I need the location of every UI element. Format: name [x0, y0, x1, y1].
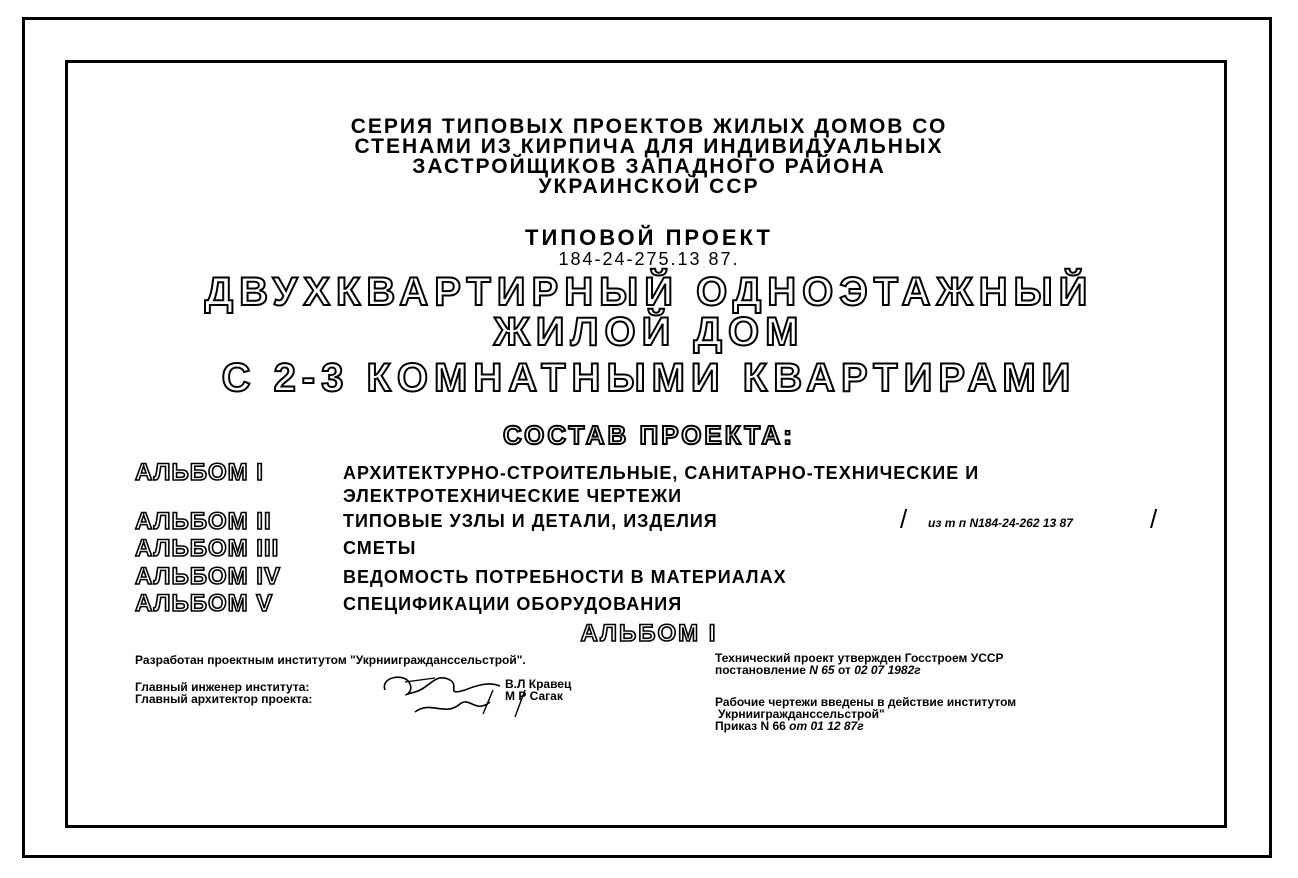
album-label: АЛЬБОМ V: [135, 590, 274, 617]
composition-heading: СОСТАВ ПРОЕКТА:: [503, 420, 795, 450]
album-description: ТИПОВЫЕ УЗЛЫ И ДЕТАЛИ, ИЗДЕЛИЯ: [343, 511, 718, 531]
album-note: из т п N184-24-262 13 87: [928, 516, 1073, 530]
approval-line: Технический проект утвержден Госстроем УССР: [715, 651, 1004, 665]
series-line: СЕРИЯ ТИПОВЫХ ПРОЕКТОВ ЖИЛЫХ ДОМОВ СО: [350, 115, 948, 138]
album-description: СПЕЦИФИКАЦИИ ОБОРУДОВАНИЯ: [343, 594, 683, 614]
series-heading: [0, 117, 1298, 197]
chief-engineer-name: В.Л Кравец: [505, 677, 572, 691]
approval-date: 02 07 1982г: [854, 663, 921, 677]
order-date: от 01 12 87г: [789, 719, 864, 733]
album-label: АЛЬБОМ II: [135, 508, 272, 535]
approval-decree-prefix: постановление: [715, 663, 806, 677]
series-line: ЗАСТРОЙЩИКОВ ЗАПАДНОГО РАЙОНА: [412, 155, 886, 178]
project-title-line2: ЖИЛОЙ ДОМ: [493, 310, 805, 354]
chief-engineer-label: Главный инженер института:: [135, 680, 310, 694]
current-album: АЛЬБОМ I: [580, 620, 718, 647]
project-title-line1: ДВУХКВАРТИРНЫЙ ОДНОЭТАЖНЫЙ: [204, 270, 1094, 314]
order-prefix: Приказ: [715, 719, 758, 733]
project-title-line3: С 2-3 КОМНАТНЫМИ КВАРТИРАМИ: [221, 356, 1077, 400]
slash-divider: /: [900, 504, 908, 534]
approval-decree: [715, 664, 921, 676]
approval-number: N 65: [809, 663, 835, 677]
series-line: УКРАИНСКОЙ ССР: [538, 175, 760, 198]
album-label: АЛЬБОМ III: [135, 535, 280, 562]
chief-architect-label: Главный архитектор проекта:: [135, 692, 313, 706]
project-type-label: ТИПОВОЙ ПРОЕКТ: [525, 225, 773, 250]
series-line: СТЕНАМИ ИЗ КИРПИЧА ДЛЯ ИНДИВИДУАЛЬНЫХ: [354, 135, 944, 158]
chief-architect-name: М Р Сагак: [505, 689, 563, 703]
order-number: N 66: [760, 719, 786, 733]
album-label: АЛЬБОМ IV: [135, 563, 281, 590]
album-description: СМЕТЫ: [343, 538, 417, 558]
album-description: АРХИТЕКТУРНО-СТРОИТЕЛЬНЫЕ, САНИТАРНО-ТЕХНИЧЕСКИЕ И: [343, 463, 980, 483]
order-line: [715, 720, 864, 732]
enacted-line: Рабочие чертежи введены в действие институтом: [715, 695, 1017, 709]
project-number: 184-24-275.13 87.: [558, 249, 740, 269]
album-description: ВЕДОМОСТЬ ПОТРЕБНОСТИ В МАТЕРИАЛАХ: [343, 567, 787, 587]
developer-note: Разработан проектным институтом "Укрниигражданссельстрой".: [135, 653, 526, 667]
enacted-institute: Укрниигражданссельстрой": [718, 707, 885, 721]
album-description-continued: ЭЛЕКТРОТЕХНИЧЕСКИЕ ЧЕРТЕЖИ: [343, 486, 683, 506]
slash-divider: /: [1150, 504, 1158, 534]
album-label: АЛЬБОМ I: [135, 459, 264, 486]
approval-date-prefix: от: [837, 663, 851, 677]
